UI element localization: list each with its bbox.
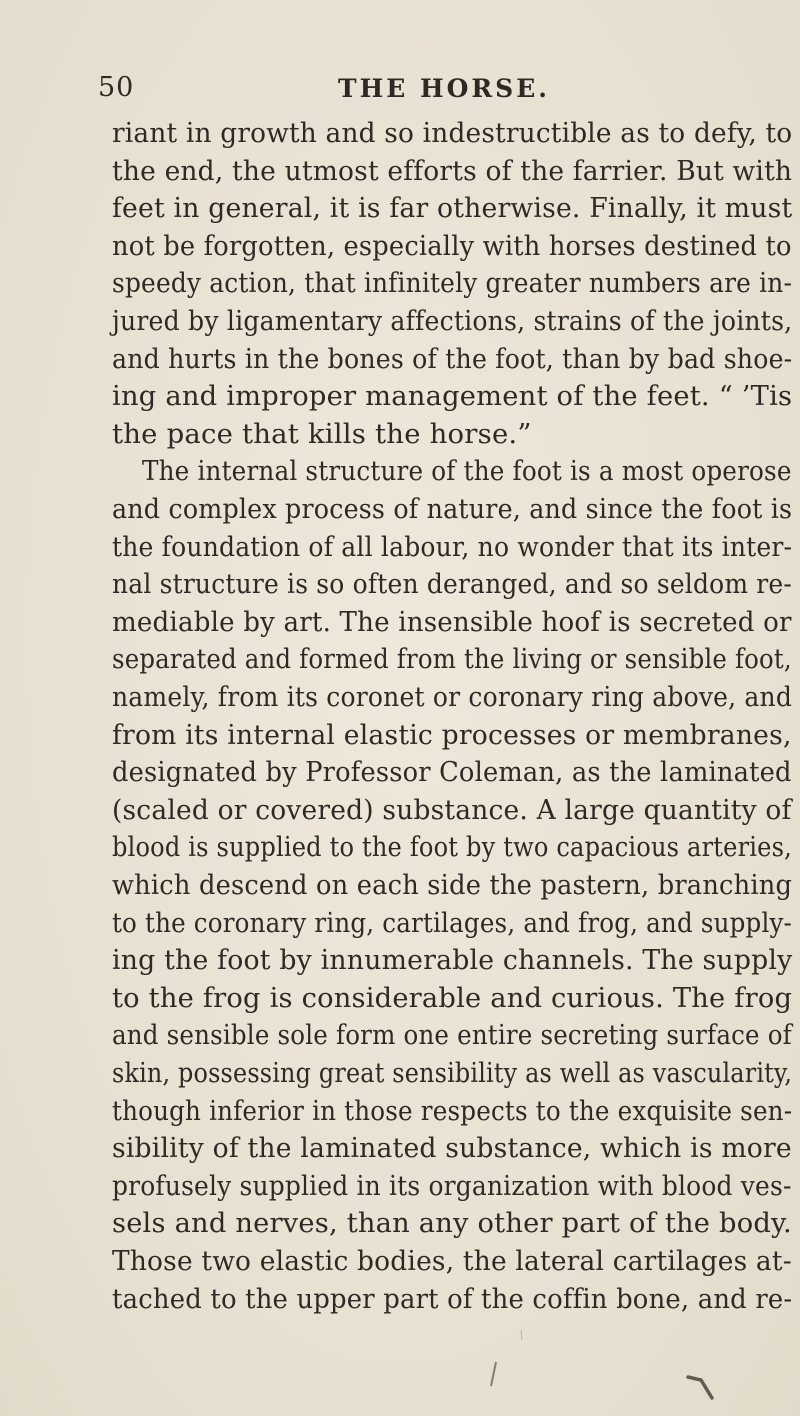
- text-line: riant in growth and so indestructible as to defy, to: [112, 117, 793, 149]
- text-line: though inferior in those respects to the exquisite sen-: [112, 1094, 793, 1127]
- running-head: THE HORSE.: [338, 74, 550, 103]
- text-line: The internal structure of the foot is a most operose: [142, 455, 792, 488]
- text-line: and hurts in the bones of the foot, than by bad shoe-: [112, 342, 793, 375]
- text-line: skin, possessing great sensibility as well as vascularity,: [112, 1057, 793, 1089]
- text-line: ing the foot by innumerable channels. The supply: [112, 944, 793, 977]
- text-line: feet in general, it is far otherwise. Finally, it must: [112, 192, 793, 225]
- text-line: the foundation of all labour, no wonder that its inter-: [112, 530, 793, 563]
- blemish-dot: [521, 1330, 522, 1340]
- text-line: profusely supplied in its organization with blood ves-: [112, 1169, 792, 1202]
- text-line: from its internal elastic processes or membranes,: [112, 718, 792, 751]
- text-line: sels and nerves, than any other part of the body.: [112, 1207, 792, 1240]
- text-line: the end, the utmost efforts of the farrier. But with: [112, 154, 793, 187]
- text-line: the pace that kills the horse.”: [112, 417, 532, 450]
- text-line: Those two elastic bodies, the lateral cartilages at-: [112, 1245, 792, 1277]
- page-header: [98, 72, 760, 112]
- text-line: separated and formed from the living or sensible foot,: [112, 643, 792, 676]
- text-line: nal structure is so often deranged, and so seldom re-: [112, 568, 792, 601]
- text-line: to the frog is considerable and curious. The frog: [112, 981, 793, 1014]
- text-line: and complex process of nature, and since the foot is: [112, 493, 793, 525]
- text-line: namely, from its coronet or coronary ring above, and: [112, 681, 793, 713]
- text-line: jured by ligamentary affections, strains of the joints,: [112, 305, 793, 337]
- text-line: blood is supplied to the foot by two capacious arteries,: [112, 831, 792, 864]
- text-line: ing and improper management of the feet. “ ’Tis: [112, 380, 793, 413]
- text-line: to the coronary ring, cartilages, and frog, and supply-: [112, 906, 793, 939]
- text-line: not be forgotten, especially with horses destined to: [112, 229, 792, 262]
- text-line: sibility of the laminated substance, which is more: [112, 1132, 792, 1165]
- text-line: designated by Professor Coleman, as the laminated: [112, 756, 792, 789]
- page-number: 50: [98, 72, 135, 103]
- text-line: (scaled or covered) substance. A large quantity of: [112, 793, 792, 826]
- text-line: mediable by art. The insensible hoof is secreted or: [112, 605, 792, 638]
- blemish-stroke: [491, 1362, 496, 1386]
- text-line: which descend on each side the pastern, branching: [112, 869, 793, 901]
- blemish-hook: [688, 1377, 712, 1398]
- text-line: speedy action, that infinitely greater numbers are in-: [112, 267, 793, 300]
- text-line: tached to the upper part of the coffin bone, and re-: [112, 1282, 793, 1315]
- text-line: and sensible sole form one entire secreting surface of: [112, 1019, 792, 1052]
